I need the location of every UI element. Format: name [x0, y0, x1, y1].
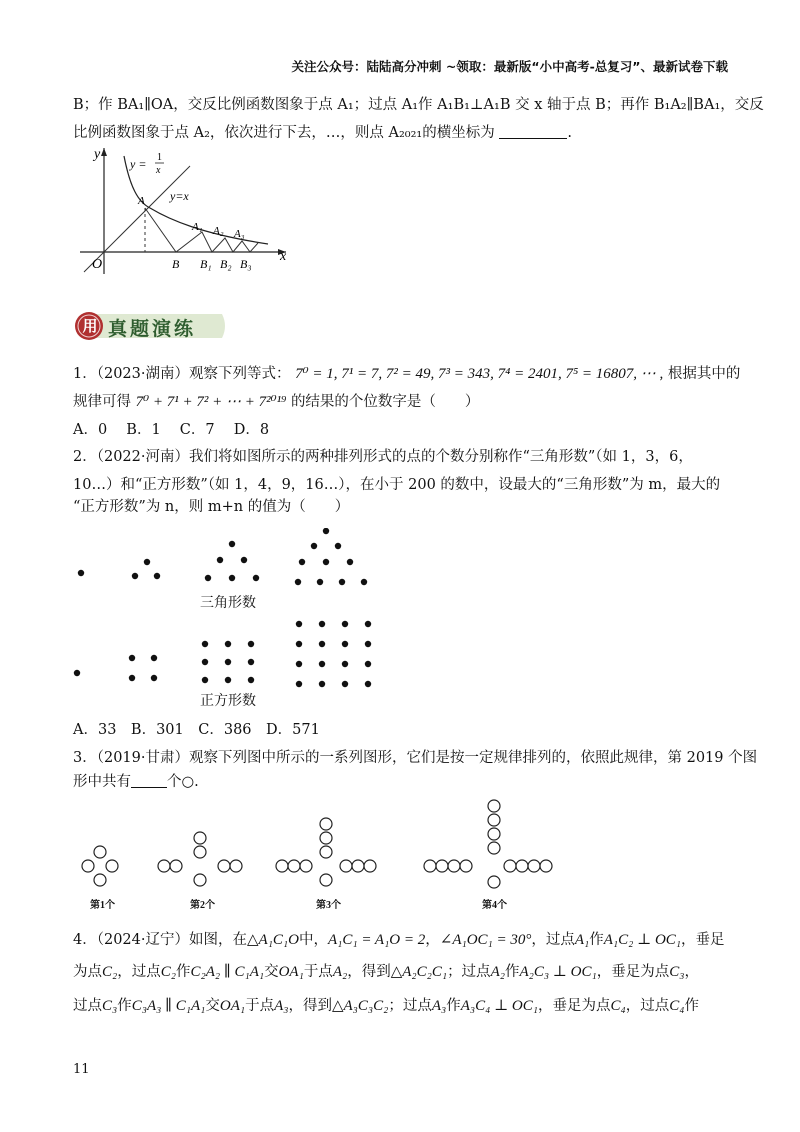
q4-text: ，过点 [117, 964, 161, 980]
point-b3-label: B₃ [240, 257, 252, 271]
sq-dot [365, 661, 371, 667]
q4-math: A₃ [431, 998, 447, 1014]
triangle-numbers [78, 528, 367, 585]
sq-dot [129, 655, 135, 661]
sq-dot [248, 641, 254, 647]
point-a3-label: A₃ [234, 228, 245, 240]
fig-label-2: 第2个 [190, 900, 215, 911]
q3-answer-blank[interactable] [131, 773, 167, 788]
sq-dot [248, 659, 254, 665]
q4-text: 交 [205, 998, 220, 1014]
sq-dot [296, 661, 302, 667]
q4-text: 作 [504, 964, 520, 980]
sq-dot [74, 670, 80, 676]
fig-label-1: 第1个 [90, 900, 115, 911]
curve-label: y = [130, 157, 147, 171]
tri-dot [217, 557, 223, 563]
pattern-circle [94, 846, 106, 858]
q4-math: C₄ [610, 998, 626, 1014]
sq-dot [365, 641, 371, 647]
q4-text: ，过点 [531, 932, 575, 948]
q4-text: 作 [446, 998, 461, 1014]
pattern-circle [516, 860, 528, 872]
line-label: y=x [170, 189, 189, 203]
pattern-circle [436, 860, 448, 872]
q4-line-1 [73, 930, 725, 950]
pattern-circle [170, 860, 182, 872]
tri-dot [299, 559, 305, 565]
pattern-circle [488, 814, 500, 826]
q1-suffix: 根据其中的 [667, 366, 741, 382]
q4-math: △A₃C₃C₂ [331, 998, 389, 1014]
q2-dot-figure [72, 528, 392, 714]
pattern-circle [340, 860, 352, 872]
pattern-circle [488, 800, 500, 812]
tri-dot [323, 528, 329, 534]
q1-line-2 [73, 392, 479, 412]
pattern-circle [488, 876, 500, 888]
pattern-circle [364, 860, 376, 872]
pattern-circle [540, 860, 552, 872]
tri-dot [253, 575, 259, 581]
tri-dot [205, 575, 211, 581]
q2-line-3: “正方形数”为 n，则 m+n 的值为（ ） [73, 499, 350, 515]
sq-dot [225, 677, 231, 683]
q4-text: ， [425, 932, 440, 948]
q4-text: ，过点 [625, 998, 670, 1014]
circle-pattern [82, 800, 552, 888]
q1-line2-suffix: 的结果的个位数字是（ ） [290, 394, 480, 410]
q4-math: C₃ [102, 998, 118, 1014]
sq-dot [248, 677, 254, 683]
pattern-circle [194, 874, 206, 886]
q4-text: ，垂足 [681, 932, 725, 948]
q4-math: △A₁C₁O [247, 932, 299, 948]
tri-dot [154, 573, 160, 579]
pattern-circle [194, 846, 206, 858]
curve-label-den: x [156, 165, 161, 176]
q4-text: 4．（2024·辽宁）如图，在 [73, 932, 247, 948]
sq-dot [151, 655, 157, 661]
prev-problem-line-2-end: . [567, 125, 572, 141]
q2-line-2: 10…）和“正方形数”（如 1，4，9，16…），在小于 200 的数中，设最大的“三角形数”为 m，最大的 [73, 477, 721, 493]
point-b2-label: B₂ [220, 257, 232, 271]
pattern-circle [528, 860, 540, 872]
prev-problem-line-2 [73, 123, 572, 143]
sq-dot [296, 641, 302, 647]
q4-text: 作 [589, 932, 604, 948]
q4-text: 作 [684, 998, 699, 1014]
reciprocal-graph [72, 142, 294, 276]
q4-math: OA₁ [278, 964, 304, 980]
q3-line2-prefix: 形中共有 [73, 774, 131, 790]
sq-dot [319, 621, 325, 627]
sq-dot [202, 641, 208, 647]
q2-options: A．33 B．301 C．386 D．571 [73, 722, 320, 738]
q4-text: 于点 [245, 998, 275, 1014]
q4-text: 于点 [303, 964, 333, 980]
pattern-circle [488, 842, 500, 854]
point-a2-label: A₂ [213, 225, 224, 237]
q4-text: ，垂足为点 [537, 998, 611, 1014]
tri-dot [347, 559, 353, 565]
q1-sum-expression: 7⁰ + 7¹ + 7² + ⋯ + 7²⁰¹⁹ [135, 394, 287, 410]
label-square-numbers: 正方形数 [200, 693, 256, 709]
q4-math: A₁C₁ = A₁O = 2 [327, 932, 426, 948]
y-axis-arrow [101, 148, 107, 156]
tri-dot [295, 579, 301, 585]
pattern-circle [218, 860, 230, 872]
section-title: 真题演练 [108, 318, 197, 340]
pattern-circle [320, 818, 332, 830]
sq-dot [342, 681, 348, 687]
answer-blank[interactable] [499, 124, 567, 139]
label-triangle-numbers: 三角形数 [200, 595, 256, 611]
sq-dot [225, 641, 231, 647]
q4-math: A₃ [274, 998, 289, 1014]
q4-math: C₃A₃ ∥ C₁A₁ [131, 998, 206, 1014]
pattern-circle [320, 832, 332, 844]
q4-math: ∠A₁OC₁ = 30° [439, 932, 532, 948]
q1-line2-prefix: 规律可得 [73, 394, 131, 410]
pattern-circle [460, 860, 472, 872]
sq-dot [296, 621, 302, 627]
x-label: x [280, 249, 287, 264]
sq-dot [342, 661, 348, 667]
y-label: y [94, 147, 101, 162]
q4-text: ，得到 [288, 998, 332, 1014]
q4-math: A₃C₄ ⊥ OC₁ [460, 998, 538, 1014]
pattern-circle [82, 860, 94, 872]
q4-line-2 [73, 962, 699, 982]
pattern-circle [288, 860, 300, 872]
sq-dot [202, 677, 208, 683]
pattern-circle [352, 860, 364, 872]
fig-label-4: 第4个 [482, 900, 507, 911]
fig-label-3: 第3个 [316, 900, 341, 911]
q4-math: OA₁ [219, 998, 246, 1014]
sq-dot [129, 675, 135, 681]
tri-dot [132, 573, 138, 579]
tri-dot [311, 543, 317, 549]
sq-dot [225, 659, 231, 665]
page-header: 关注公众号：陆陆高分冲刺 ~领取：最新版“小中高考-总复习”、最新试卷下载 [291, 59, 728, 74]
q4-text: ；过点 [388, 998, 432, 1014]
q4-math: C₄ [669, 998, 685, 1014]
pattern-circle [424, 860, 436, 872]
pattern-circle [300, 860, 312, 872]
pattern-circle [106, 860, 118, 872]
q4-math: C₂ [102, 964, 118, 980]
q3-line2-suffix: 个○. [167, 774, 199, 790]
origin-label: O [92, 257, 103, 272]
q4-text: ，得到 [347, 964, 391, 980]
q4-math: A₂ [490, 964, 505, 980]
page-number: 11 [73, 1062, 90, 1077]
tri-dot [229, 575, 235, 581]
q1-options: A．0 B．1 C．7 D．8 [73, 422, 270, 438]
pattern-circle [320, 846, 332, 858]
q4-math: C₂A₂ ∥ C₁A₁ [190, 964, 265, 980]
q4-math: △A₂C₂C₁ [390, 964, 448, 980]
pattern-circle [276, 860, 288, 872]
pattern-circle [158, 860, 170, 872]
tri-dot [241, 557, 247, 563]
q3-figure-labels [90, 898, 507, 911]
tri-dot [229, 541, 235, 547]
q4-math: A₂ [332, 964, 348, 980]
q4-text: ，垂足为点 [596, 964, 670, 980]
tri-dot [78, 570, 84, 576]
sq-dot [202, 659, 208, 665]
q4-math: C₂ [160, 964, 176, 980]
tri-dot [323, 559, 329, 565]
sq-dot [365, 681, 371, 687]
sq-dot [342, 621, 348, 627]
tri-dot [339, 579, 345, 585]
sq-dot [296, 681, 302, 687]
pattern-circle [448, 860, 460, 872]
prev-problem-line-1: B；作 BA₁∥OA，交反比例函数图象于点 A₁；过点 A₁作 A₁B₁⊥A₁B 交 x 轴于点 B；再作 B₁A₂∥BA₁，交反 [73, 97, 764, 113]
q4-text: 交 [264, 964, 279, 980]
prev-problem-line-2-text: 比例函数图象于点 A₂，依次进行下去，…，则点 A₂₀₂₁的横坐标为 [73, 125, 495, 141]
q3-circle-figure [72, 796, 572, 916]
point-b-label: B [172, 257, 180, 271]
q4-line-3 [73, 996, 699, 1016]
sq-dot [319, 681, 325, 687]
tri-dot [361, 579, 367, 585]
q1-prefix: 1．（2023·湖南）观察下列等式： [73, 366, 291, 382]
sq-dot [151, 675, 157, 681]
point-a1-label: A₁ [192, 221, 203, 233]
pattern-circle [320, 874, 332, 886]
q4-text: 作 [175, 964, 191, 980]
q4-math: A₁C₂ ⊥ OC₁ [603, 932, 682, 948]
pattern-circle [94, 874, 106, 886]
point-a-label: A [138, 195, 145, 207]
q3-line-1: 3．（2019·甘肃）观察下列图中所示的一系列图形，它们是按一定规律排列的，依照此规律，第 2019 个图 [73, 750, 758, 766]
tri-dot [317, 579, 323, 585]
tri-dot [144, 559, 150, 565]
square-numbers [74, 621, 371, 687]
pattern-circle [488, 828, 500, 840]
q4-text: 中， [298, 932, 328, 948]
q2-line-1: 2．（2022·河南）我们将如图所示的两种排列形式的点的个数分别称作“三角形数”（如 1，3，6， [73, 449, 693, 465]
q1-line-1 [73, 364, 740, 384]
q4-math: A₁ [574, 932, 590, 948]
point-b1-label: B₁ [200, 257, 212, 271]
pattern-circle [504, 860, 516, 872]
sq-dot [319, 641, 325, 647]
q4-text: ， [684, 964, 699, 980]
q1-equation: 7⁰ = 1, 7¹ = 7, 7² = 49, 7³ = 343, 7⁴ = 2401, 7⁵ = 16807, ⋯ , [295, 366, 664, 382]
q4-text: 为点 [73, 964, 102, 980]
sq-dot [319, 661, 325, 667]
pattern-circle [194, 832, 206, 844]
q4-math: C₃ [669, 964, 685, 980]
sq-dot [365, 621, 371, 627]
pattern-circle [230, 860, 242, 872]
q4-text: 过点 [73, 998, 102, 1014]
sq-dot [342, 641, 348, 647]
tri-dot [335, 543, 341, 549]
banner-badge-char: 用 [82, 317, 98, 335]
q4-text: 作 [117, 998, 132, 1014]
q4-math: A₂C₃ ⊥ OC₁ [519, 964, 597, 980]
q3-line-2 [73, 772, 199, 792]
q4-text: ；过点 [447, 964, 491, 980]
curve-label-num: 1 [157, 152, 162, 163]
